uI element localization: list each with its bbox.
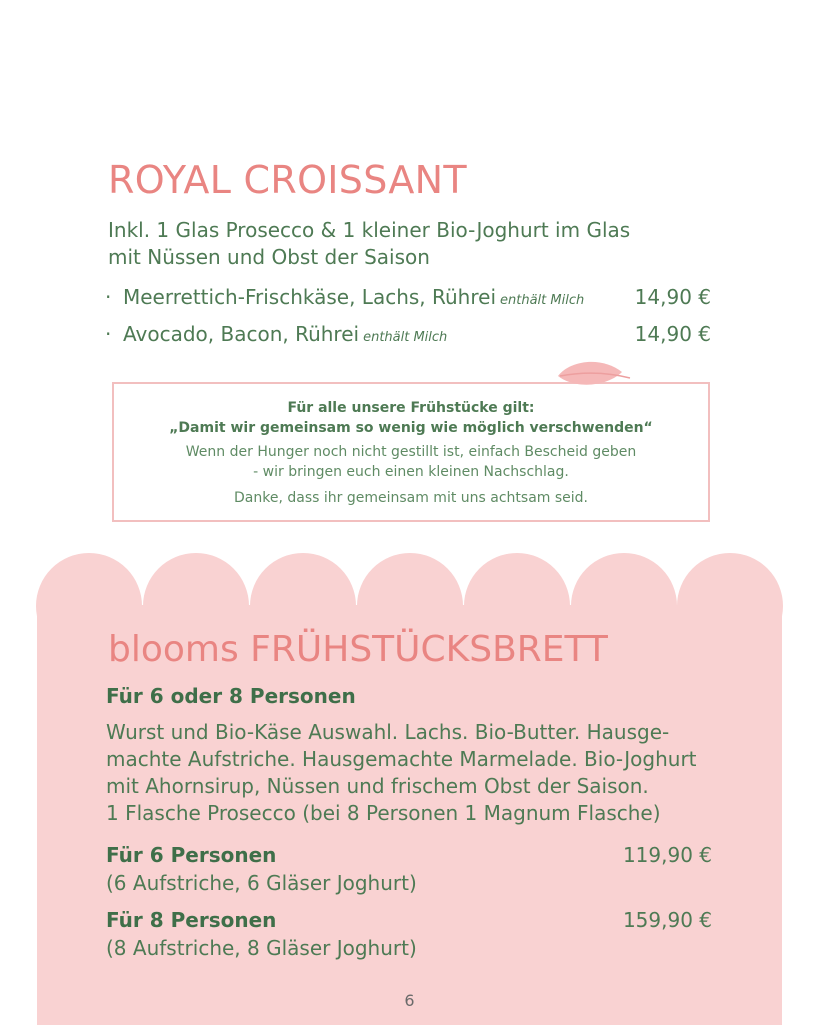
- fruehstuecksbrett-title: blooms FRÜHSTÜCKSBRETT: [108, 629, 608, 670]
- notice-heading: Für alle unsere Frühstücke gilt:: [287, 400, 535, 416]
- menu-item: [105, 320, 711, 348]
- option-6-personen: [106, 842, 712, 898]
- notice-text: Danke, dass ihr gemeinsam mit uns achtsam seid.: [234, 490, 588, 506]
- notice-text: Wenn der Hunger noch nicht gestillt ist, einfach Bescheid geben: [185, 444, 637, 460]
- allergen-note: enthält Milch: [363, 330, 448, 345]
- description-line: Wurst und Bio-Käse Auswahl. Lachs. Bio-Butter. Hausge-: [106, 720, 670, 744]
- royal-croissant-description: [108, 217, 630, 271]
- description-line: mit Nüssen und Obst der Saison: [108, 245, 430, 269]
- fruehstuecksbrett-description: [106, 719, 697, 827]
- option-label: Für 6 Personen: [106, 843, 277, 867]
- description-line: Inkl. 1 Glas Prosecco & 1 kleiner Bio-Joghurt im Glas: [108, 218, 631, 242]
- notice-text: - wir bringen euch einen kleinen Nachschlag.: [253, 464, 569, 480]
- notice-quote: „Damit wir gemeinsam so wenig wie möglich verschwenden“: [169, 420, 653, 436]
- bullet: ·: [105, 285, 112, 309]
- option-price: 159,90 €: [622, 908, 712, 932]
- description-line: 1 Flasche Prosecco (bei 8 Personen 1 Magnum Flasche): [106, 801, 661, 825]
- option-price: 119,90 €: [622, 843, 712, 867]
- item-name: Avocado, Bacon, Rührei enthält Milch: [123, 322, 448, 346]
- page-number: 6: [404, 991, 415, 1010]
- item-price: 14,90 €: [634, 285, 711, 309]
- description-line: mit Ahornsirup, Nüssen und frischem Obst der Saison.: [106, 774, 649, 798]
- option-label: Für 8 Personen: [106, 908, 277, 932]
- option-detail: (6 Aufstriche, 6 Gläser Joghurt): [106, 871, 417, 895]
- item-name: Meerrettich-Frischkäse, Lachs, Rührei enthält Milch: [123, 285, 585, 309]
- leaf-icon: [556, 356, 632, 390]
- bullet: ·: [105, 322, 112, 346]
- royal-croissant-title: ROYAL CROISSANT: [108, 158, 467, 202]
- fruehstuecksbrett-subtitle: Für 6 oder 8 Personen: [106, 684, 356, 708]
- option-8-personen: [106, 907, 712, 963]
- item-price: 14,90 €: [634, 322, 711, 346]
- notice-box: [112, 382, 710, 522]
- description-line: machte Aufstriche. Hausgemachte Marmelade. Bio-Joghurt: [106, 747, 697, 771]
- menu-item: [105, 283, 711, 311]
- allergen-note: enthält Milch: [500, 293, 585, 308]
- option-detail: (8 Aufstriche, 8 Gläser Joghurt): [106, 936, 417, 960]
